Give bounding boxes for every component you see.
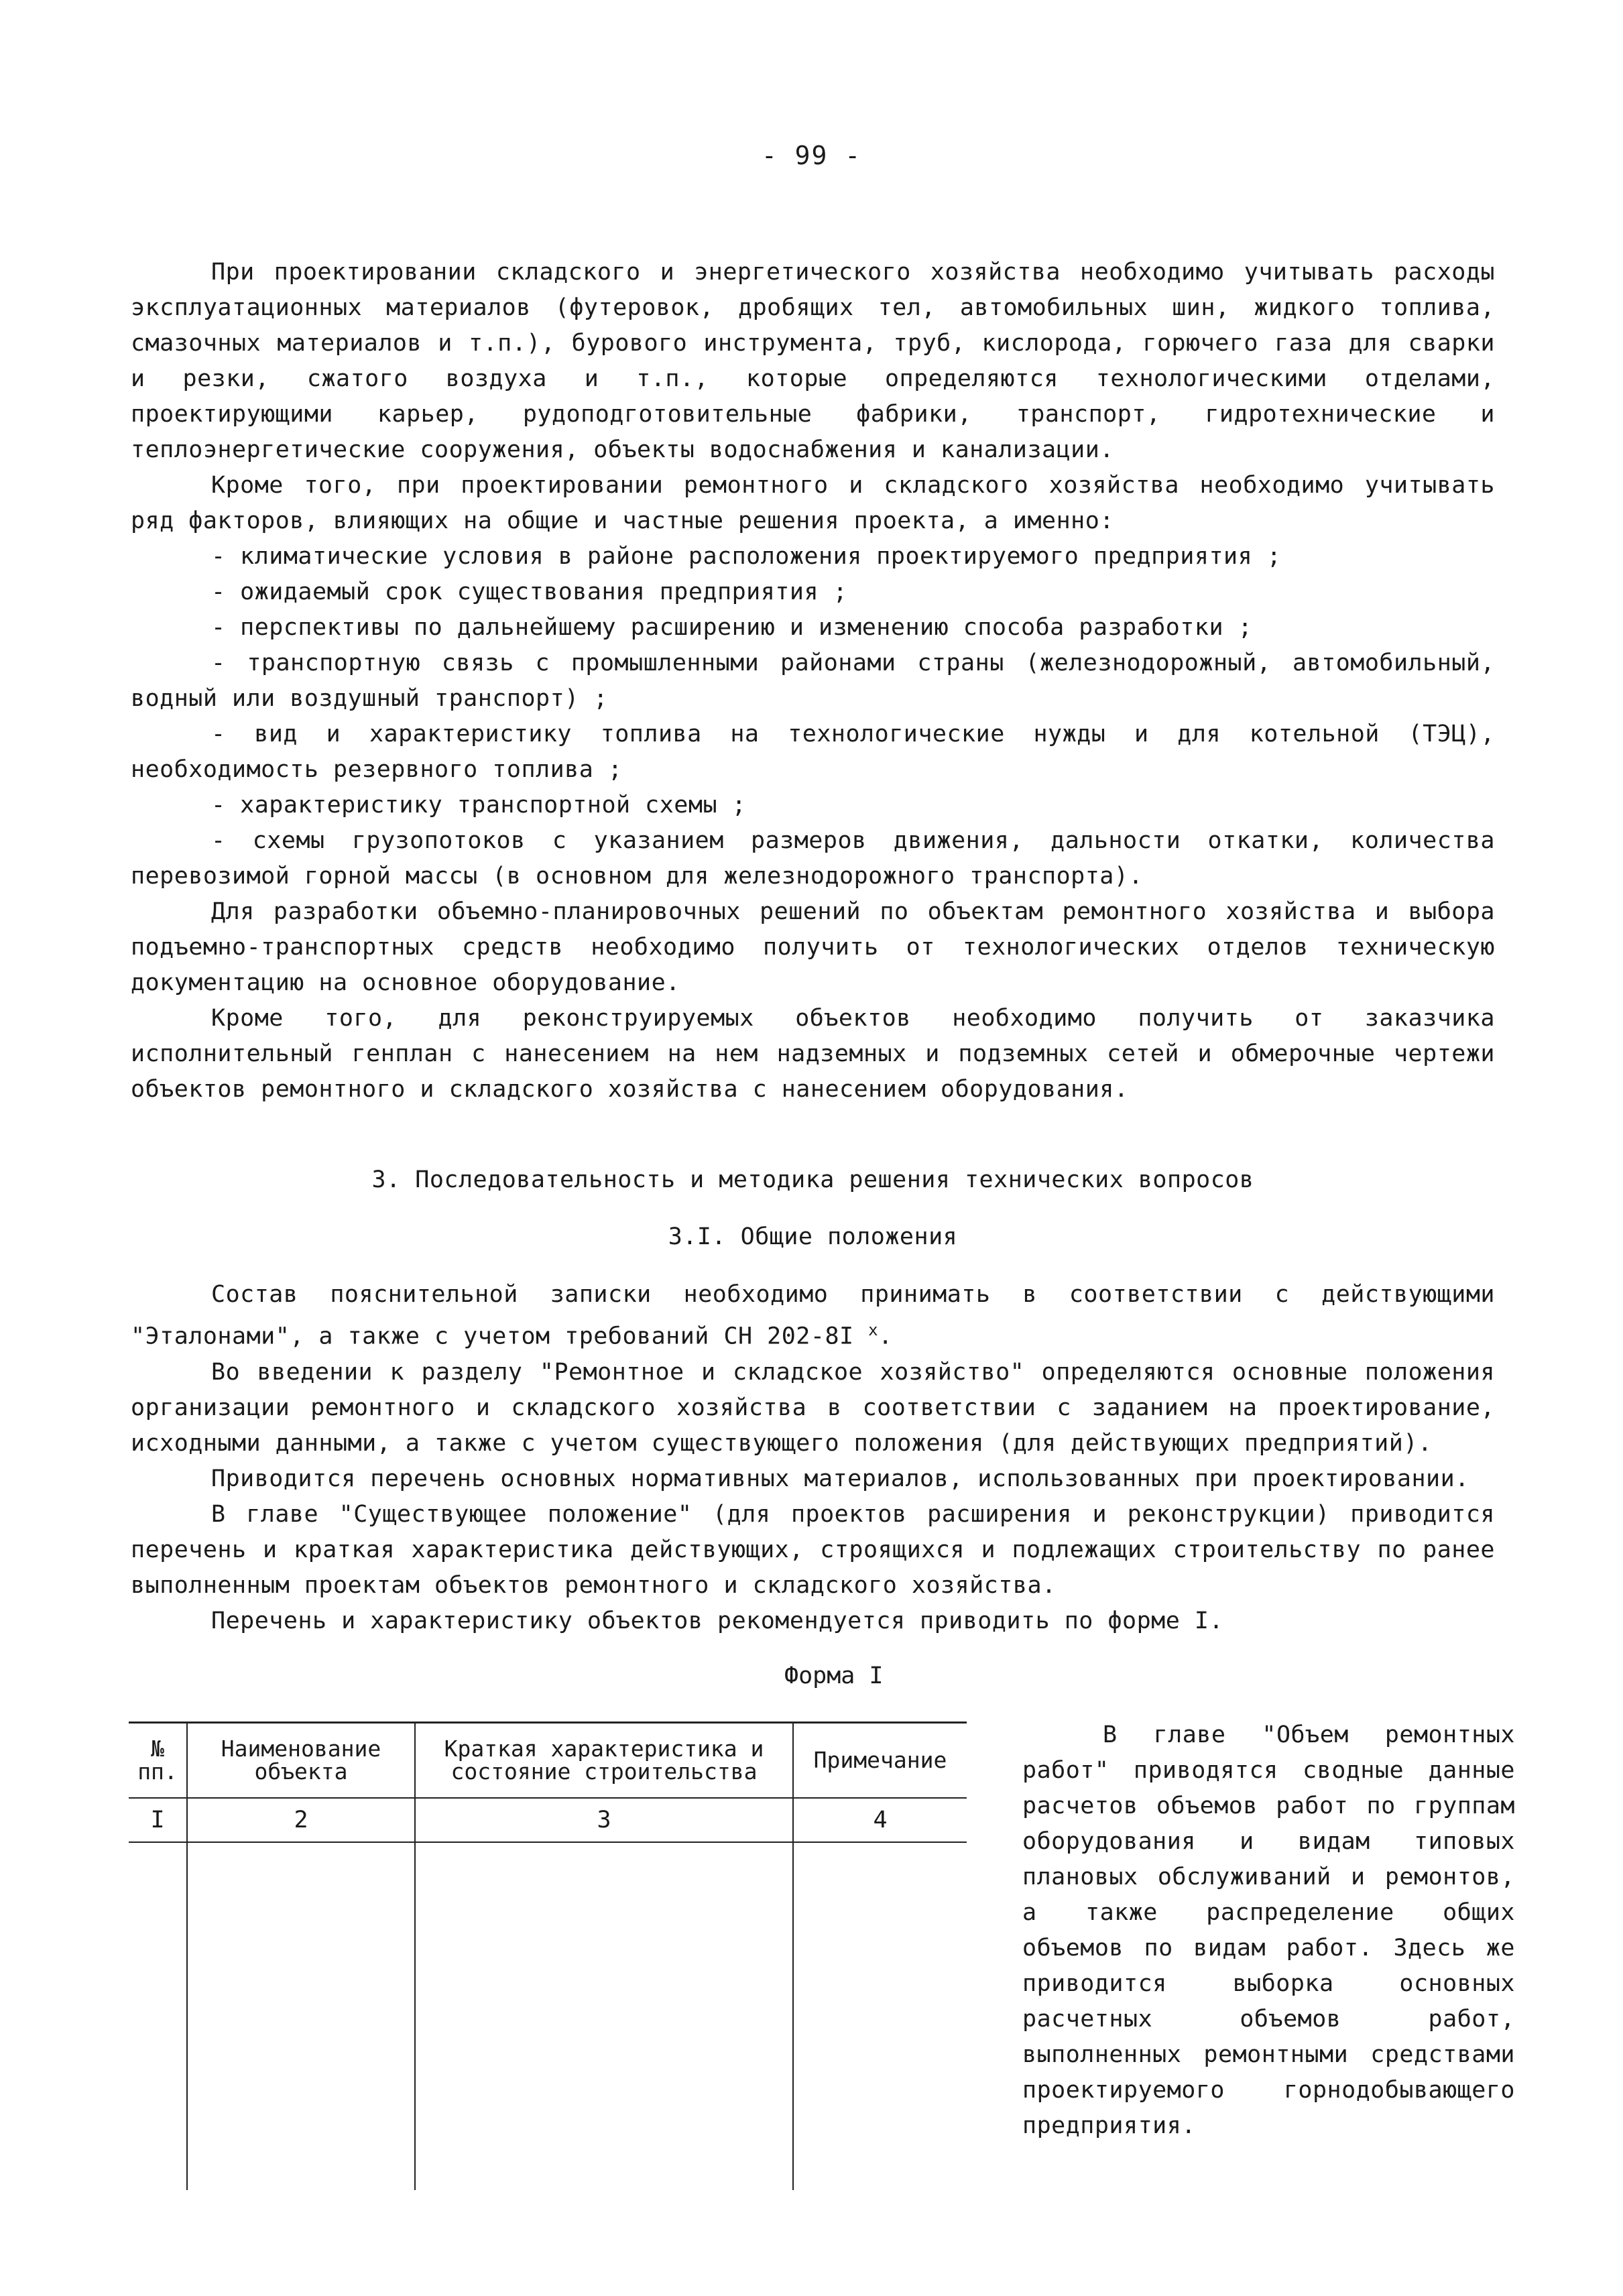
- list-item: - климатические условия в районе расположения проектируемого предприятия ;: [211, 543, 1282, 570]
- list-item: - схемы грузопотоков с указанием размеров движения, дальности откатки, количества перевозимой горной массы (в основном для железнодорожного транспорта).: [131, 827, 1495, 890]
- form-table-wrapper: [129, 1721, 967, 2190]
- paragraph: Кроме того, при проектировании ремонтного и складского хозяйства необходимо учитывать ряд факторов, влияющих на общие и частные решения проекта, а именно:: [131, 472, 1495, 534]
- column-header: Наименование объекта: [187, 1723, 415, 1799]
- paragraph: Для разработки объемно-планировочных решений по объектам ремонтного хозяйства и выбора подъемно-транспортных средств необходимо получить от технологических отделов техническую документацию на основное оборудование.: [131, 898, 1495, 996]
- column-header: Краткая характеристика и состояние строительства: [415, 1723, 793, 1799]
- list-item: - вид и характеристику топлива на технологические нужды и для котельной (ТЭЦ), необходимость резервного топлива ;: [131, 721, 1495, 783]
- section-heading: 3. Последовательность и методика решения технических вопросов: [371, 1166, 1254, 1193]
- page-number: - 99 -: [761, 141, 862, 170]
- table-row: [129, 1842, 967, 2190]
- paragraph: При проектировании складского и энергетического хозяйства необходимо учитывать расходы эксплуатационных материалов (футеровок, дробящих тел, автомобильных шин, жидкого топлива, смазочных материалов и т.п.), бурового инструмента, труб, кислорода, горючего газа для сварки и резки, сжатого воздуха и т.п., которые определяются технологическими отделами, проектирующими карьер, рудоподготовительные фабрики, транспорт, гидротехнические и теплоэнергетические сооружения, объекты водоснабжения и канализации.: [131, 259, 1495, 463]
- paragraph-text: Состав пояснительной записки необходимо принимать в соответствии с действующими "Эталонами", а также с учетом требований СН 202-8I: [131, 1281, 1495, 1350]
- general-section: [131, 1277, 1495, 1639]
- list-item: - характеристику транспортной схемы ;: [211, 792, 747, 819]
- list-item: - перспективы по дальнейшему расширению и изменению способа разработки ;: [211, 614, 1253, 641]
- table-cell: [129, 1842, 187, 2190]
- footnote-mark: x: [868, 1321, 879, 1339]
- paragraph: В главе "Объем ремонтных работ" приводятся сводные данные расчетов объемов работ по группам оборудования и видам типовых плановых обслуживаний и ремонтов, а также распределение общих объемов по видам работ. Здесь же приводится выборка основных расчетных объемов работ, выполненных ремонтными средствами проектируемого горнодобывающего предприятия.: [1022, 1721, 1515, 2139]
- paragraph-end: .: [878, 1323, 893, 1350]
- column-number: I: [129, 1798, 187, 1842]
- paragraph: [131, 1277, 1495, 1355]
- table-cell: [793, 1842, 967, 2190]
- table-cell: [187, 1842, 415, 2190]
- column-header: № пп.: [129, 1723, 187, 1799]
- paragraph: Кроме того, для реконструируемых объектов необходимо получить от заказчика исполнительный генплан с нанесением на нем надземных и подземных сетей и обмерочные чертежи объектов ремонтного и складского хозяйства с нанесением оборудования.: [131, 1005, 1495, 1103]
- column-header: Примечание: [793, 1723, 967, 1799]
- side-text-block: [1022, 1717, 1515, 2144]
- column-number: 2: [187, 1798, 415, 1842]
- list-item: - транспортную связь с промышленными районами страны (железнодорожный, автомобильный, водный или воздушный транспорт) ;: [131, 650, 1495, 712]
- subsection-heading: 3.I. Общие положения: [668, 1223, 958, 1250]
- intro-section: [131, 255, 1495, 1107]
- list-item: - ожидаемый срок существования предприятия ;: [211, 579, 848, 605]
- table-header-row: [129, 1723, 967, 1799]
- column-number: 3: [415, 1798, 793, 1842]
- paragraph: В главе "Существующее положение" (для проектов расширения и реконструкции) приводится перечень и краткая характеристика действующих, строящихся и подлежащих строительству по ранее выполненным проектам объектов ремонтного и складского хозяйства.: [131, 1500, 1495, 1599]
- table-cell: [415, 1842, 793, 2190]
- paragraph: Во введении к разделу "Ремонтное и складское хозяйство" определяются основные положения организации ремонтного и складского хозяйства в соответствии с заданием на проектирование, исходными данными, а также с учетом существующего положения (для действующих предприятий).: [131, 1358, 1495, 1457]
- paragraph: Перечень и характеристику объектов рекомендуется приводить по форме I.: [211, 1607, 1224, 1634]
- form-title: Форма I: [784, 1663, 884, 1689]
- table-number-row: [129, 1798, 967, 1842]
- column-number: 4: [793, 1798, 967, 1842]
- form-table: [129, 1721, 967, 2190]
- paragraph: Приводится перечень основных нормативных материалов, использованных при проектировании.: [211, 1465, 1469, 1492]
